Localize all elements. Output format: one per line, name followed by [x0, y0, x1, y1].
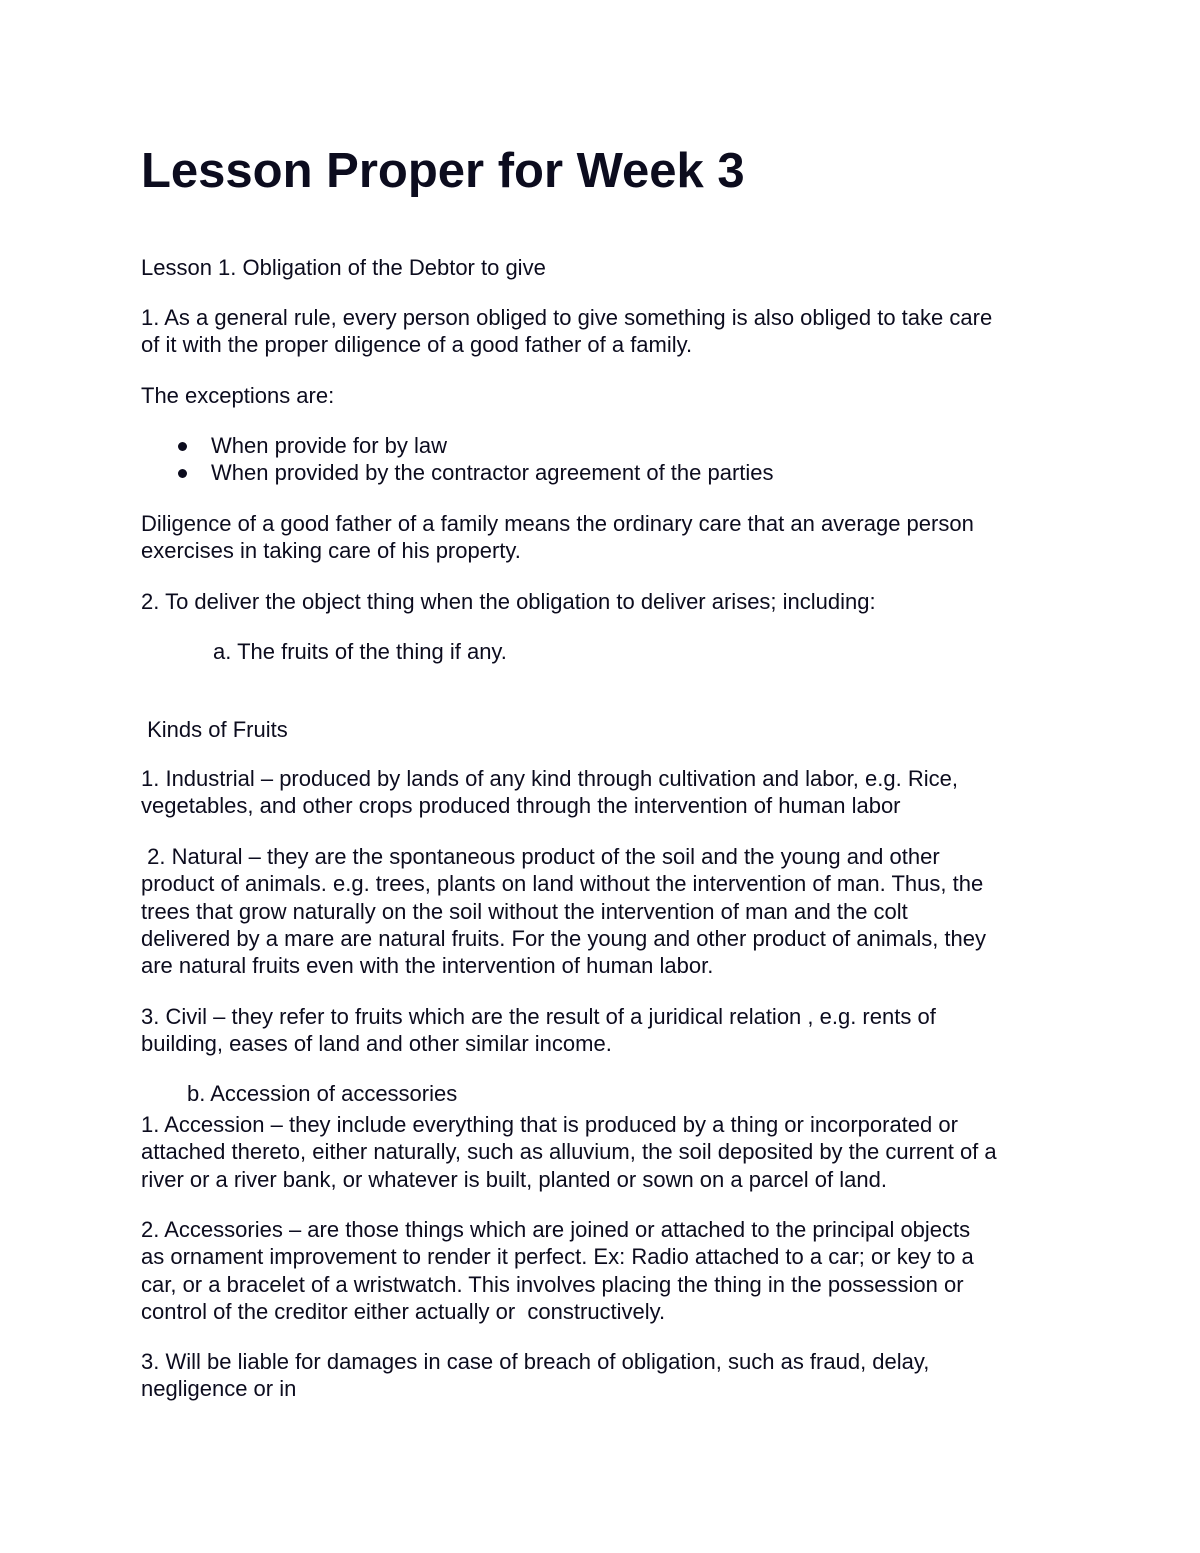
exception-text: When provided by the contractor agreement of the parties — [211, 460, 774, 485]
exceptions-intro: The exceptions are: — [141, 383, 335, 408]
kinds-of-fruits-heading: Kinds of Fruits — [141, 717, 288, 742]
accession-paragraph — [141, 1111, 1071, 1193]
fruit-natural-line: are natural fruits even with the intervention of human labor. — [141, 953, 714, 979]
fruit-civil-line: 3. Civil – they refer to fruits which are the result of a juridical relation , e.g. rents of — [141, 1004, 936, 1029]
diligence-line: exercises in taking care of his property. — [141, 538, 521, 564]
fruit-natural-line: delivered by a mare are natural fruits. For the young and other product of animals, they — [141, 925, 987, 951]
accessories-line: control of the creditor either actually or constructively. — [141, 1298, 666, 1324]
diligence-definition — [141, 510, 1071, 565]
item-2a-paragraph: a. The fruits of the thing if any. — [213, 639, 507, 664]
page-title: Lesson Proper for Week 3 — [141, 144, 745, 198]
item-1-line: of it with the proper diligence of a good father of a family. — [141, 332, 693, 358]
fruit-civil-paragraph — [141, 1003, 1071, 1058]
fruit-natural-line: 2. Natural – they are the spontaneous product of the soil and the young and other — [141, 844, 940, 869]
item-2-paragraph: 2. To deliver the object thing when the obligation to deliver arises; including: — [141, 589, 876, 614]
fruit-civil-line: building, eases of land and other similar income. — [141, 1031, 612, 1057]
item-1-line: 1. As a general rule, every person obliged to give something is also obliged to take care — [141, 305, 993, 330]
fruit-industrial-line: vegetables, and other crops produced through the intervention of human labor — [141, 793, 901, 819]
fruit-industrial-line: 1. Industrial – produced by lands of any kind through cultivation and labor, e.g. Rice, — [141, 766, 958, 791]
accession-line: river or a river bank, or whatever is built, planted or sown on a parcel of land. — [141, 1166, 887, 1192]
exception-text: When provide for by law — [211, 433, 447, 458]
fruit-natural-paragraph — [141, 843, 1071, 979]
fruit-natural-line: trees that grow naturally on the soil without the intervention of man and the colt — [141, 898, 908, 924]
item-3-line: 3. Will be liable for damages in case of breach of obligation, such as fraud, delay, — [141, 1349, 930, 1374]
diligence-line: Diligence of a good father of a family means the ordinary care that an average person — [141, 511, 974, 536]
item-3-paragraph — [141, 1348, 1071, 1403]
accessories-line: 2. Accessories – are those things which are joined or attached to the principal objects — [141, 1217, 971, 1242]
item-1-paragraph — [141, 304, 1071, 359]
accessories-paragraph — [141, 1216, 1071, 1325]
accessories-line: car, or a bracelet of a wristwatch. This involves placing the thing in the possession or — [141, 1271, 964, 1297]
accession-heading: b. Accession of accessories — [187, 1081, 458, 1106]
accession-line: attached thereto, either naturally, such as alluvium, the soil deposited by the current of a — [141, 1139, 997, 1165]
item-3-line: negligence or in — [141, 1376, 297, 1402]
fruit-natural-line: product of animals. e.g. trees, plants on land without the intervention of man. Thus, the — [141, 871, 984, 897]
accession-line: 1. Accession – they include everything that is produced by a thing or incorporated or — [141, 1112, 958, 1137]
accessories-line: as ornament improvement to render it perfect. Ex: Radio attached to a car; or key to a — [141, 1244, 974, 1270]
lesson-heading: Lesson 1. Obligation of the Debtor to give — [141, 255, 546, 280]
bullet-icon — [178, 469, 187, 478]
fruit-industrial-paragraph — [141, 765, 1071, 820]
bullet-icon — [178, 442, 187, 451]
